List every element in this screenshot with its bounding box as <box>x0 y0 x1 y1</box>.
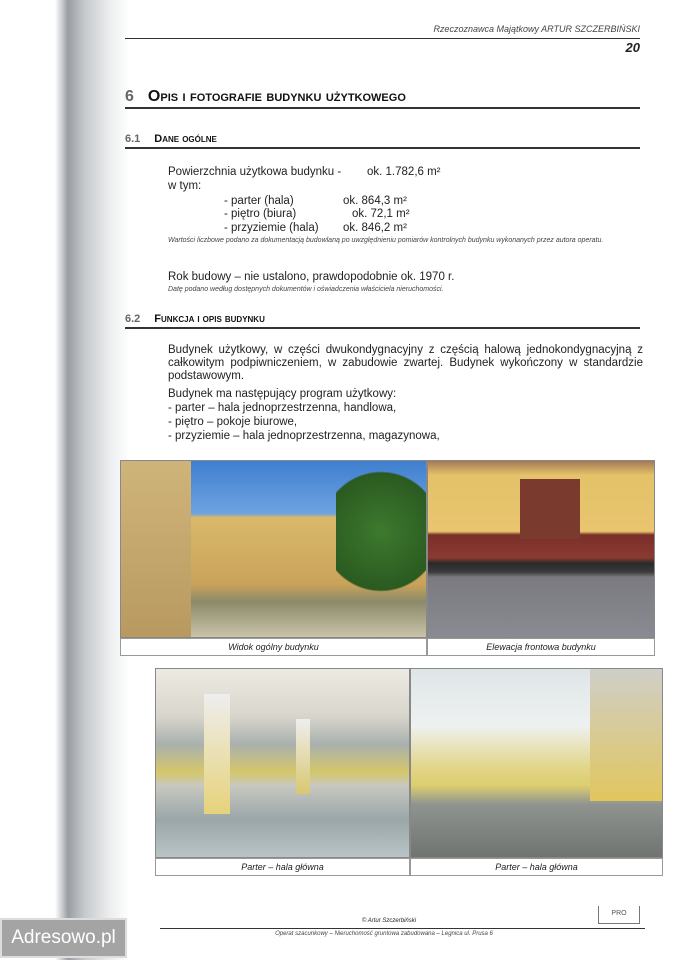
section-number: 6.1 <box>125 133 141 145</box>
area-item-label: - przyziemie (hala) <box>224 222 319 234</box>
header-rule <box>125 38 640 39</box>
photo-caption: Elewacja frontowa budynku <box>427 638 655 656</box>
program-item: - parter – hala jednoprzestrzenna, handlowa, <box>168 402 397 414</box>
year-note: Datę podano według dostępnych dokumentów i oświadczenia właściciela nieruchomości. <box>168 286 444 293</box>
program-item: - przyziemie – hala jednoprzestrzenna, magazynowa, <box>168 430 440 442</box>
area-label: Powierzchnia użytkowa budynku - <box>168 166 342 178</box>
footer-rule <box>160 928 645 929</box>
section-title: Dane ogólne <box>154 133 217 145</box>
area-item-value: ok. 72,1 m² <box>352 208 410 220</box>
section-title: Opis i fotografie budynku użytkowego <box>147 88 406 105</box>
area-note: Wartości liczbowe podano za dokumentacją budowlaną po uwzględnieniu pomiarów kontrolnych budynku wykonanych przez autora operatu. <box>168 237 604 244</box>
header-author: Rzeczoznawca Majątkowy ARTUR SZCZERBIŃSKI <box>433 24 640 34</box>
including-label: w tym: <box>168 180 202 192</box>
program-intro: Budynek ma następujący program użytkowy: <box>168 388 397 400</box>
page-number: 20 <box>625 40 640 55</box>
area-item-label: - piętro (biura) <box>224 208 297 220</box>
footer-copyright: © Artur Szczerbiński <box>361 918 417 924</box>
photo-ground-floor-hall <box>410 668 663 858</box>
photo-front-elevation <box>427 460 655 638</box>
area-item-value: ok. 864,3 m² <box>343 195 407 207</box>
construction-year: Rok budowy – nie ustalono, prawdopodobnie ok. 1970 r. <box>168 271 455 283</box>
photo-caption: Parter – hala główna <box>410 858 663 876</box>
building-description: Budynek użytkowy, w części dwukondygnacyjny z częścią halową jednokondygnacyjną z całkowitym podpiwniczeniem, w zabudowie zwartej. Budynek wykończony w standardzie podstawowym. <box>168 344 643 382</box>
logo-text: PRO <box>611 910 627 917</box>
photo-caption: Widok ogólny budynku <box>120 638 427 656</box>
program-item: - piętro – pokoje biurowe, <box>168 416 298 428</box>
area-value: ok. 1.782,6 m² <box>367 166 441 178</box>
area-item-label: - parter (hala) <box>224 195 294 207</box>
photo-ground-floor-hall <box>155 668 410 858</box>
divider <box>125 107 640 109</box>
section-number: 6.2 <box>125 313 141 325</box>
section-title: Funkcja i opis budynku <box>154 313 265 325</box>
divider <box>125 147 640 149</box>
section-6-2-heading <box>125 313 265 325</box>
section-number: 6 <box>125 88 134 105</box>
scan-shadow <box>0 0 130 960</box>
photo-caption: Parter – hala główna <box>155 858 410 876</box>
section-6-1-heading <box>125 133 217 145</box>
area-item-value: ok. 846,2 m² <box>343 222 407 234</box>
footer-subtitle: Operat szacunkowy – Nieruchomość gruntowa zabudowana – Legnica ul. Prusa 6 <box>275 931 493 937</box>
divider <box>125 327 640 329</box>
section-6-heading <box>125 88 406 106</box>
photo-general-view <box>120 460 427 638</box>
adresowo-watermark: Adresowo.pl <box>0 918 127 958</box>
